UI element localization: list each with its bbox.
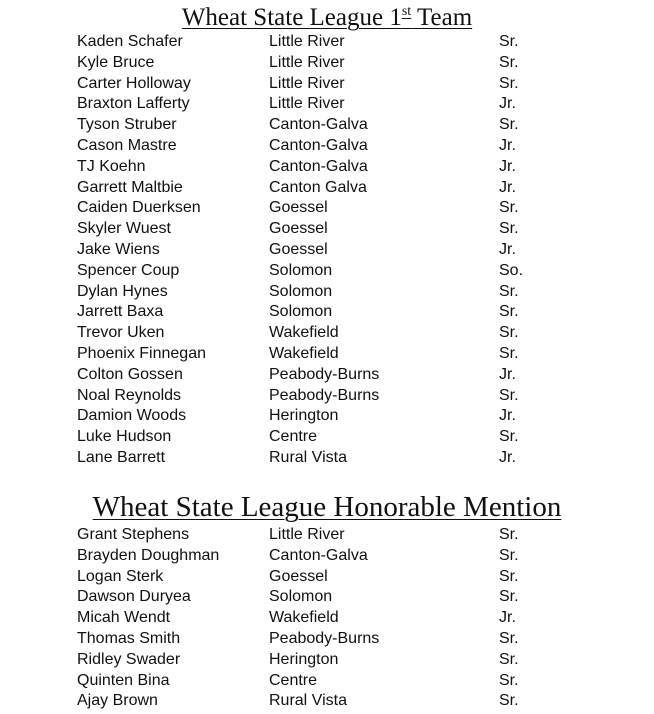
player-class: Sr. bbox=[499, 53, 519, 71]
player-name: Phoenix Finnegan bbox=[77, 344, 206, 362]
player-school: Rural Vista bbox=[269, 692, 347, 710]
player-class: Sr. bbox=[499, 567, 519, 585]
roster-row bbox=[0, 53, 654, 74]
player-school: Little River bbox=[269, 74, 345, 92]
first-team-roster bbox=[0, 32, 654, 469]
player-school: Peabody-Burns bbox=[269, 365, 380, 383]
player-class: Sr. bbox=[499, 546, 519, 564]
player-school: Solomon bbox=[269, 588, 333, 606]
player-name: Jake Wiens bbox=[77, 240, 160, 258]
first-team-title-suffix: Team bbox=[411, 4, 473, 31]
player-class: Sr. bbox=[499, 344, 519, 362]
player-name: Tyson Struber bbox=[77, 116, 177, 134]
player-class: Sr. bbox=[499, 116, 519, 134]
first-team-title-prefix: Wheat State League 1 bbox=[181, 4, 402, 31]
player-class: Jr. bbox=[499, 407, 516, 425]
player-class: Sr. bbox=[499, 428, 519, 446]
player-name: Dawson Duryea bbox=[77, 588, 191, 606]
player-class: Sr. bbox=[499, 324, 519, 342]
player-school: Herington bbox=[269, 650, 339, 668]
player-class: Sr. bbox=[499, 692, 519, 710]
player-class: Jr. bbox=[499, 609, 516, 627]
player-name: Micah Wendt bbox=[77, 609, 171, 627]
roster-row bbox=[0, 219, 654, 240]
player-name: Kyle Bruce bbox=[77, 53, 155, 71]
roster-row bbox=[0, 115, 654, 136]
honorable-mention-heading bbox=[0, 490, 654, 524]
roster-row bbox=[0, 323, 654, 344]
roster-row bbox=[0, 448, 654, 469]
roster-row bbox=[0, 157, 654, 178]
player-class: Jr. bbox=[499, 157, 516, 175]
player-school: Canton-Galva bbox=[269, 116, 368, 134]
roster-row bbox=[0, 32, 654, 53]
player-school: Rural Vista bbox=[269, 448, 347, 466]
player-class: Sr. bbox=[499, 588, 519, 606]
player-class: Sr. bbox=[499, 74, 519, 92]
player-class: Jr. bbox=[499, 136, 516, 154]
player-class: Sr. bbox=[499, 199, 519, 217]
player-school: Goessel bbox=[269, 567, 328, 585]
player-school: Wakefield bbox=[269, 609, 339, 627]
player-name: Braxton Lafferty bbox=[77, 95, 190, 113]
player-class: Sr. bbox=[499, 650, 519, 668]
player-class: Jr. bbox=[499, 448, 516, 466]
roster-row bbox=[0, 74, 654, 95]
player-name: Cason Mastre bbox=[77, 136, 177, 154]
roster-row bbox=[0, 650, 654, 671]
player-school: Goessel bbox=[269, 220, 328, 238]
player-school: Little River bbox=[269, 53, 345, 71]
player-school: Little River bbox=[269, 526, 345, 543]
roster-row bbox=[0, 344, 654, 365]
player-school: Goessel bbox=[269, 199, 328, 217]
roster-row bbox=[0, 365, 654, 386]
player-name: Ridley Swader bbox=[77, 650, 181, 668]
player-class: Jr. bbox=[499, 178, 516, 196]
roster-row bbox=[0, 386, 654, 407]
player-name: Brayden Doughman bbox=[77, 546, 220, 564]
roster-row bbox=[0, 240, 654, 261]
player-school: Peabody-Burns bbox=[269, 629, 380, 647]
roster-row bbox=[0, 525, 654, 546]
player-name: Dylan Hynes bbox=[77, 282, 168, 300]
player-school: Centre bbox=[269, 428, 318, 446]
roster-row bbox=[0, 94, 654, 115]
player-name: Quinten Bina bbox=[77, 671, 170, 689]
player-name: Garrett Maltbie bbox=[77, 178, 183, 196]
player-school: Canton-Galva bbox=[269, 136, 368, 154]
roster-row bbox=[0, 691, 654, 712]
roster-row bbox=[0, 406, 654, 427]
roster-row bbox=[0, 302, 654, 323]
player-class: Sr. bbox=[499, 282, 519, 300]
player-name: Thomas Smith bbox=[77, 629, 181, 647]
player-class: Sr. bbox=[499, 671, 519, 689]
player-class: Jr. bbox=[499, 95, 516, 113]
player-name: TJ Koehn bbox=[77, 157, 146, 175]
player-name: Noal Reynolds bbox=[77, 386, 182, 404]
player-school: Wakefield bbox=[269, 344, 339, 362]
player-class: Jr. bbox=[499, 365, 516, 383]
honorable-mention-title: Wheat State League Honorable Mention bbox=[92, 491, 562, 523]
player-name: Trevor Uken bbox=[77, 324, 165, 342]
player-class: Sr. bbox=[499, 386, 519, 404]
roster-row bbox=[0, 136, 654, 157]
player-name: Spencer Coup bbox=[77, 261, 180, 279]
player-name: Ajay Brown bbox=[77, 692, 158, 710]
player-school: Canton Galva bbox=[269, 178, 367, 196]
first-team-title bbox=[182, 4, 472, 31]
player-name: Kaden Schafer bbox=[77, 33, 183, 50]
player-name: Damion Woods bbox=[77, 407, 187, 425]
player-name: Luke Hudson bbox=[77, 428, 172, 446]
player-school: Wakefield bbox=[269, 324, 339, 342]
first-team-title-superscript: st bbox=[401, 4, 412, 19]
player-school: Little River bbox=[269, 95, 345, 113]
player-name: Grant Stephens bbox=[77, 526, 190, 543]
roster-row bbox=[0, 427, 654, 448]
player-class: Sr. bbox=[499, 33, 519, 50]
player-school: Canton-Galva bbox=[269, 546, 368, 564]
roster-row bbox=[0, 282, 654, 303]
honorable-mention-roster bbox=[0, 525, 654, 712]
player-class: Sr. bbox=[499, 303, 519, 321]
player-class: So. bbox=[499, 261, 524, 279]
player-class: Jr. bbox=[499, 240, 516, 258]
roster-row bbox=[0, 567, 654, 588]
roster-row bbox=[0, 198, 654, 219]
player-name: Logan Sterk bbox=[77, 567, 164, 585]
player-name: Colton Gossen bbox=[77, 365, 183, 383]
roster-row bbox=[0, 671, 654, 692]
player-school: Peabody-Burns bbox=[269, 386, 380, 404]
player-class: Sr. bbox=[499, 526, 519, 543]
player-school: Canton-Galva bbox=[269, 157, 368, 175]
player-school: Goessel bbox=[269, 240, 328, 258]
roster-row bbox=[0, 261, 654, 282]
player-school: Herington bbox=[269, 407, 339, 425]
player-school: Solomon bbox=[269, 261, 333, 279]
roster-row bbox=[0, 587, 654, 608]
player-school: Solomon bbox=[269, 303, 333, 321]
player-school: Centre bbox=[269, 671, 318, 689]
player-name: Skyler Wuest bbox=[77, 220, 171, 238]
player-name: Caiden Duerksen bbox=[77, 199, 201, 217]
player-name: Carter Holloway bbox=[77, 74, 191, 92]
player-school: Solomon bbox=[269, 282, 333, 300]
roster-row bbox=[0, 629, 654, 650]
roster-row bbox=[0, 546, 654, 567]
player-class: Sr. bbox=[499, 629, 519, 647]
player-school: Little River bbox=[269, 33, 345, 50]
player-name: Jarrett Baxa bbox=[77, 303, 164, 321]
player-name: Lane Barrett bbox=[77, 448, 166, 466]
player-class: Sr. bbox=[499, 220, 519, 238]
roster-row bbox=[0, 178, 654, 199]
roster-row bbox=[0, 608, 654, 629]
